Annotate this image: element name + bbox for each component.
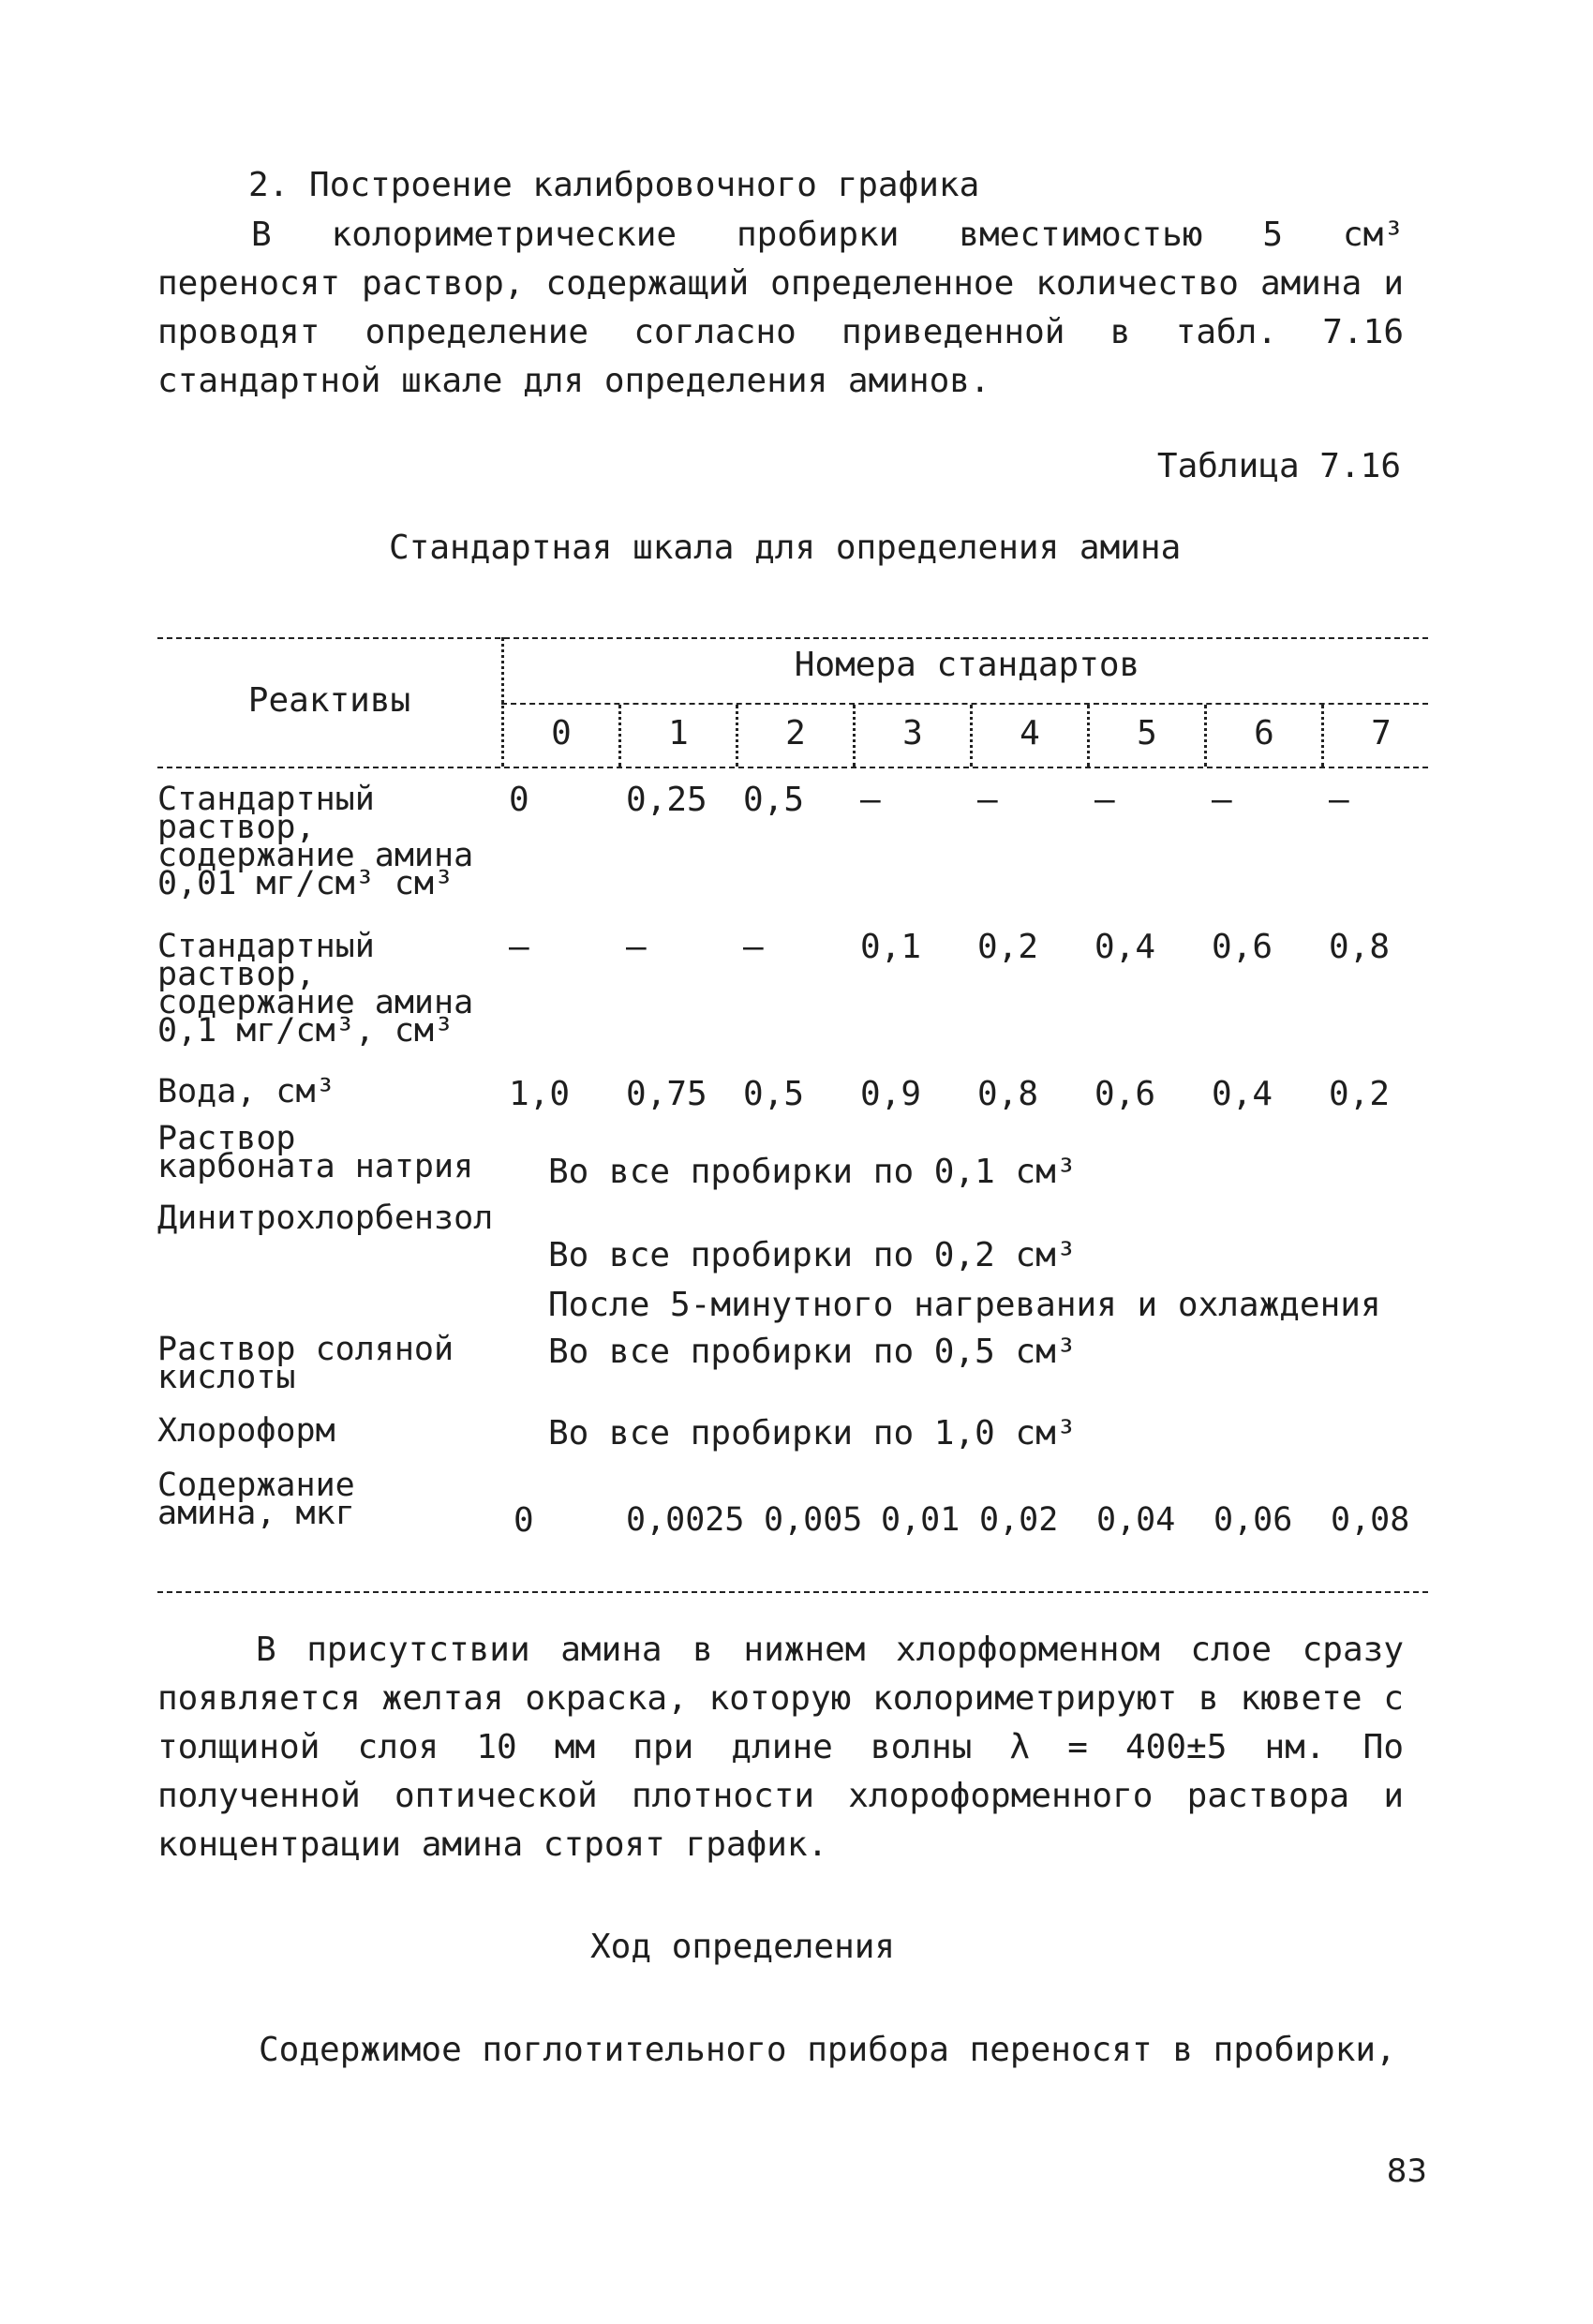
table-cell: 0,8 bbox=[977, 1075, 1039, 1113]
table-cell: 0,5 bbox=[743, 1075, 805, 1113]
standard-number: 0 bbox=[551, 714, 572, 752]
row-note: Во все пробирки по 0,2 см³ bbox=[548, 1236, 1077, 1274]
table-cell: 0,2 bbox=[1329, 1075, 1391, 1113]
table-top-rule bbox=[157, 637, 1428, 639]
table-cell: 0,04 bbox=[1096, 1501, 1176, 1539]
paragraph-yellow-color: В присутствии амина в нижнем хлорформенном слое сразу появляется желтая окраска, которую колориметрируют в кювете с толщиной слоя 10 мм при длине волны λ = 400±5 нм. По полученной оптической плотности хлороформенного раствора и концентрации амина строят график. bbox=[157, 1631, 1404, 1864]
row-label-standard-solution-01: Стандартный раствор, содержание амина 0,1 мг/см³, см³ bbox=[157, 928, 474, 1050]
table-cell: – bbox=[1094, 781, 1115, 819]
row-label-hydrochloric-acid: Раствор соляной кислоты bbox=[157, 1331, 454, 1396]
table-cell: 0,2 bbox=[977, 928, 1039, 966]
standard-number: 4 bbox=[1020, 714, 1040, 752]
table-cell: 0,9 bbox=[860, 1075, 922, 1113]
table-caption: Стандартная шкала для определения амина bbox=[389, 529, 1182, 567]
table-cell: 0,5 bbox=[743, 781, 805, 819]
table-cell: 0,005 bbox=[764, 1501, 863, 1539]
table-cell: – bbox=[1212, 781, 1232, 819]
header-mid-rule bbox=[501, 703, 1428, 705]
header-bottom-rule bbox=[157, 767, 1428, 768]
standard-number: 6 bbox=[1254, 714, 1274, 752]
row-label-amine-content: Содержание амина, мкг bbox=[157, 1467, 355, 1532]
standard-number: 3 bbox=[902, 714, 923, 752]
row-label-standard-solution-001: Стандартный раствор, содержание амина 0,01 мг/см³ см³ bbox=[157, 781, 474, 902]
row-note: Во все пробирки по 0,1 см³ bbox=[548, 1153, 1077, 1191]
table-cell: 0,4 bbox=[1212, 1075, 1273, 1113]
table-cell: 0 bbox=[509, 781, 529, 819]
row-note-heating: После 5-минутного нагревания и охлаждения bbox=[548, 1286, 1381, 1324]
row-label-dinitrochlorobenzene: Динитрохлорбензол bbox=[157, 1199, 494, 1237]
table-cell: 0,8 bbox=[1329, 928, 1391, 966]
standard-number: 2 bbox=[785, 714, 806, 752]
standard-number: 5 bbox=[1137, 714, 1157, 752]
table-cell: 0,75 bbox=[626, 1075, 707, 1113]
section-title: Ход определения bbox=[590, 1928, 896, 1966]
table-cell: 0,01 bbox=[881, 1501, 960, 1539]
table-cell: – bbox=[977, 781, 998, 819]
header-standards: Номера стандартов bbox=[794, 646, 1140, 684]
table-cell: 0 bbox=[514, 1501, 534, 1540]
table-cell: – bbox=[509, 928, 529, 966]
row-note: Во все пробирки по 0,5 см³ bbox=[548, 1333, 1077, 1371]
intro-paragraph: В колориметрические пробирки вместимостью 5 см³ переносят раствор, содержащий определенное количество амина и проводят определение согласно приведенной в табл. 7.16 стандартной шкале для определения аминов. bbox=[157, 216, 1404, 400]
table-cell: 0,0025 bbox=[626, 1501, 745, 1539]
row-note: Во все пробирки по 1,0 см³ bbox=[548, 1414, 1077, 1452]
table-cell: – bbox=[743, 928, 764, 966]
standard-number: 1 bbox=[668, 714, 689, 752]
table-cell: – bbox=[1329, 781, 1349, 819]
table-cell: – bbox=[860, 781, 881, 819]
row-label-sodium-carbonate: Раствор карбоната натрия bbox=[157, 1120, 474, 1185]
table-cell: 0,6 bbox=[1094, 1075, 1156, 1113]
table-cell: 0,4 bbox=[1094, 928, 1156, 966]
table-cell: – bbox=[626, 928, 647, 966]
table-cell: 0,02 bbox=[979, 1501, 1059, 1539]
standard-number: 7 bbox=[1371, 714, 1392, 752]
section-heading: 2. Построение калибровочного графика bbox=[248, 166, 980, 204]
table-cell: 1,0 bbox=[509, 1075, 571, 1113]
table-cell: 0,08 bbox=[1331, 1501, 1410, 1539]
table-number: Таблица 7.16 bbox=[1156, 447, 1401, 485]
row-label-water: Вода, см³ bbox=[157, 1073, 335, 1110]
page-number: 83 bbox=[1386, 2153, 1427, 2190]
table-bottom-rule bbox=[157, 1591, 1428, 1593]
paragraph-procedure: Содержимое поглотительного прибора переносят в пробирки, bbox=[259, 2031, 1396, 2069]
header-reagents: Реактивы bbox=[247, 681, 411, 720]
table-cell: 0,25 bbox=[626, 781, 707, 819]
table-cell: 0,1 bbox=[860, 928, 922, 966]
row-label-chloroform: Хлороформ bbox=[157, 1412, 335, 1450]
table-cell: 0,06 bbox=[1213, 1501, 1293, 1539]
table-cell: 0,6 bbox=[1212, 928, 1273, 966]
